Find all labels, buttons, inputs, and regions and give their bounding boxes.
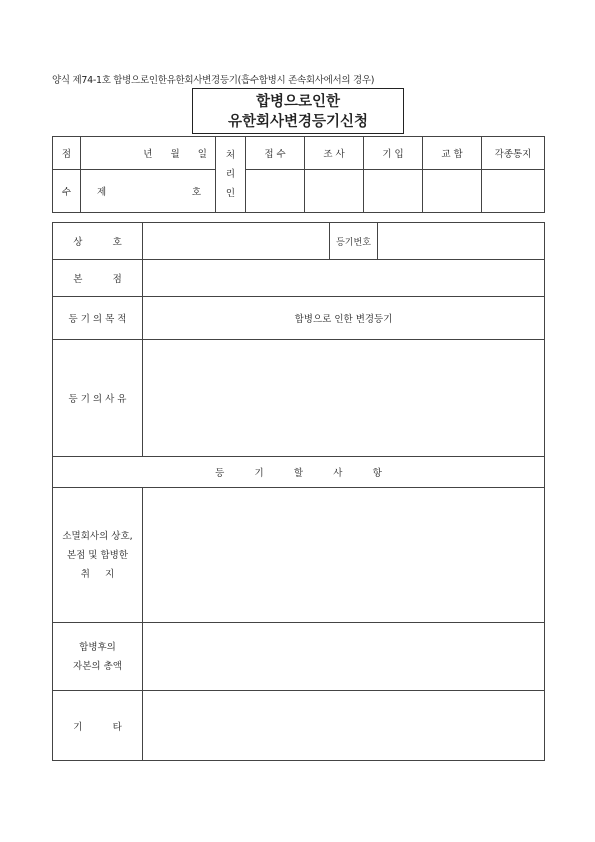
receipt-label-bottom: 수 (53, 170, 81, 213)
col-header-receipt: 접 수 (246, 137, 305, 170)
trade-name-field[interactable] (143, 223, 330, 260)
form-title (192, 88, 404, 134)
form-code: 양식 제74-1호 합병으로인한유한회사변경등기(흡수합병시 존속회사에서의 경우) (52, 75, 375, 86)
matters-header: 등 기 할 사 항 (53, 457, 545, 488)
reason-field[interactable] (143, 340, 545, 457)
registry-number-field[interactable] (378, 223, 545, 260)
receipt-table (52, 136, 545, 213)
form-title-line-2: 유한회사변경등기신청 (227, 114, 369, 130)
purpose-label: 등 기 의 목 적 (53, 297, 143, 340)
form-title-line-1: 합병으로인한 (255, 94, 341, 110)
head-office-field[interactable] (143, 260, 545, 297)
receipt-label-top: 점 (53, 137, 81, 170)
main-form-table (52, 222, 545, 761)
col-header-review: 조 사 (305, 137, 364, 170)
receipt-number-right: 호 (191, 187, 201, 198)
processor-label-1: 처 (225, 150, 236, 161)
capital-label-line-1: 합병후의 (79, 641, 116, 653)
stamp-review[interactable] (305, 170, 364, 213)
dissolved-label-line-3: 취 지 (80, 568, 115, 580)
processor-label-2: 리 (225, 169, 236, 180)
dissolved-label-line-1: 소멸회사의 상호, (62, 530, 133, 542)
other-label: 기 타 (53, 691, 143, 761)
col-header-entry: 기 입 (364, 137, 423, 170)
receipt-date-labels: 년 월 일 (81, 137, 216, 170)
purpose-value: 합병으로 인한 변경등기 (143, 297, 545, 340)
reason-label: 등 기 의 사 유 (53, 340, 143, 457)
stamp-receipt[interactable] (246, 170, 305, 213)
capital-label (53, 623, 143, 691)
dissolved-company-label (53, 488, 143, 623)
capital-field[interactable] (143, 623, 545, 691)
stamp-entry[interactable] (364, 170, 423, 213)
dissolved-label-line-2: 본점 및 합병한 (66, 549, 129, 561)
receipt-number-cell (81, 170, 216, 213)
capital-label-line-2: 자본의 총액 (73, 660, 122, 672)
stamp-notices[interactable] (482, 170, 545, 213)
col-header-check: 교 합 (423, 137, 482, 170)
other-field[interactable] (143, 691, 545, 761)
head-office-label: 본 점 (53, 260, 143, 297)
registry-number-label: 등기번호 (330, 223, 378, 260)
processor-label-3: 인 (225, 188, 236, 199)
receipt-number-left: 제 (97, 187, 107, 198)
stamp-check[interactable] (423, 170, 482, 213)
col-header-notices: 각종통지 (482, 137, 545, 170)
processor-label (216, 137, 246, 213)
trade-name-label: 상 호 (53, 223, 143, 260)
dissolved-company-field[interactable] (143, 488, 545, 623)
